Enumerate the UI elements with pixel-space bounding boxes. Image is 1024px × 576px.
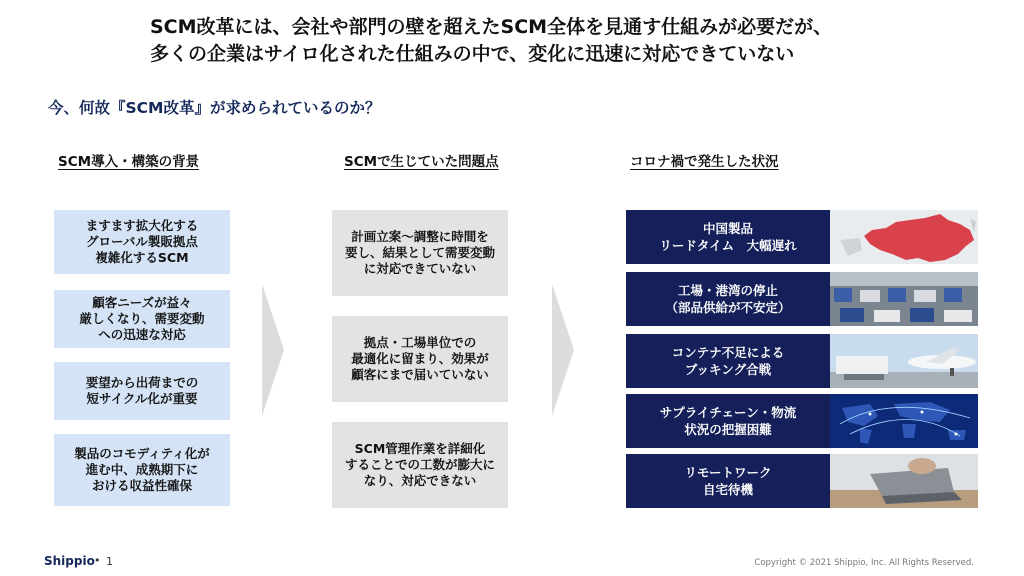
problem-box-line: 要し、結果として需要変動 bbox=[344, 245, 495, 260]
footer-separator: • bbox=[94, 554, 101, 567]
flow-arrow-icon bbox=[262, 284, 284, 416]
covid-heading: コロナ禍で発生した状況 bbox=[630, 154, 779, 170]
covid-label-line: ブッキング合戦 bbox=[684, 362, 772, 377]
covid-label-line: 状況の把握困難 bbox=[684, 422, 772, 437]
slide-title bbox=[150, 14, 930, 68]
background-box-line: おける収益性確保 bbox=[91, 478, 192, 493]
china-map-image bbox=[830, 210, 978, 264]
problem-box-line: なり、対応できない bbox=[363, 473, 477, 488]
problem-box-line: 顧客にまで届いていない bbox=[351, 367, 489, 382]
background-box-line: ますます拡大化する bbox=[85, 218, 199, 233]
covid-label bbox=[626, 394, 830, 448]
slide-title-line-2: 多くの企業はサイロ化された仕組みの中で、変化に迅速に対応できていない bbox=[150, 43, 795, 65]
covid-label-line: 工場・港湾の停止 bbox=[677, 283, 778, 298]
covid-label-line: サプライチェーン・物流 bbox=[659, 405, 797, 420]
problem-box-line: 計画立案～調整に時間を bbox=[351, 229, 489, 244]
covid-label-line: リモートワーク bbox=[684, 465, 772, 480]
covid-label-line: 自宅待機 bbox=[702, 482, 753, 497]
covid-row bbox=[626, 454, 978, 508]
background-box-line: 厳しくなり、需要変動 bbox=[79, 311, 205, 326]
slide-title-line-1: SCM改革には、会社や部門の壁を超えたSCM全体を見通す仕組みが必要だが、 bbox=[150, 16, 833, 38]
covid-label-line: コンテナ不足による bbox=[671, 345, 785, 360]
background-heading: SCM導入・構築の背景 bbox=[58, 154, 200, 170]
background-box bbox=[54, 290, 230, 348]
covid-label bbox=[626, 334, 830, 388]
background-box-line: 進む中、成熟期下に bbox=[85, 462, 199, 477]
problem-box-line: 最適化に留まり、効果が bbox=[351, 351, 489, 366]
problem-box-line: することでの工数が膨大に bbox=[344, 457, 495, 472]
problem-box-line: に対応できていない bbox=[363, 261, 477, 276]
problem-box bbox=[332, 210, 508, 296]
problem-box bbox=[332, 316, 508, 402]
covid-row bbox=[626, 334, 978, 388]
shippio-logo: Shippio bbox=[44, 554, 95, 568]
background-box-line: 顧客ニーズが益々 bbox=[92, 295, 192, 310]
covid-label-line: 中国製品 bbox=[702, 221, 753, 236]
covid-row bbox=[626, 272, 978, 326]
background-box-line: 複雑化するSCM bbox=[95, 250, 189, 265]
problem-box-line: SCM管理作業を詳細化 bbox=[354, 441, 486, 456]
page-number: 1 bbox=[106, 555, 113, 568]
background-box-line: への迅速な対応 bbox=[98, 327, 186, 342]
world-network-image bbox=[830, 394, 978, 448]
background-box-line: グローバル製販拠点 bbox=[86, 234, 198, 249]
question-heading: 今、何故『SCM改革』が求められているのか？ bbox=[48, 99, 381, 117]
cargo-plane-image bbox=[830, 334, 978, 388]
background-box bbox=[54, 434, 230, 506]
flow-arrow-icon bbox=[552, 284, 574, 416]
covid-row bbox=[626, 394, 978, 448]
copyright-notice: Copyright © 2021 Shippio, Inc. All Rights Reserved. bbox=[754, 558, 974, 568]
covid-row bbox=[626, 210, 978, 264]
covid-label-line: （部品供給が不安定） bbox=[665, 300, 791, 315]
background-box-line: 製品のコモディティ化が bbox=[74, 446, 210, 461]
covid-label-line: リードタイム 大幅遅れ bbox=[659, 238, 797, 253]
background-box bbox=[54, 362, 230, 420]
background-box-line: 要望から出荷までの bbox=[85, 375, 199, 390]
problem-box bbox=[332, 422, 508, 508]
problems-heading: SCMで生じていた問題点 bbox=[344, 154, 499, 170]
factory-line-image bbox=[830, 272, 978, 326]
background-box bbox=[54, 210, 230, 274]
covid-label bbox=[626, 454, 830, 508]
problem-box-line: 拠点・工場単位での bbox=[363, 335, 477, 350]
laptop-image bbox=[830, 454, 978, 508]
covid-label bbox=[626, 210, 830, 264]
covid-label bbox=[626, 272, 830, 326]
background-box-line: 短サイクル化が重要 bbox=[86, 391, 198, 406]
